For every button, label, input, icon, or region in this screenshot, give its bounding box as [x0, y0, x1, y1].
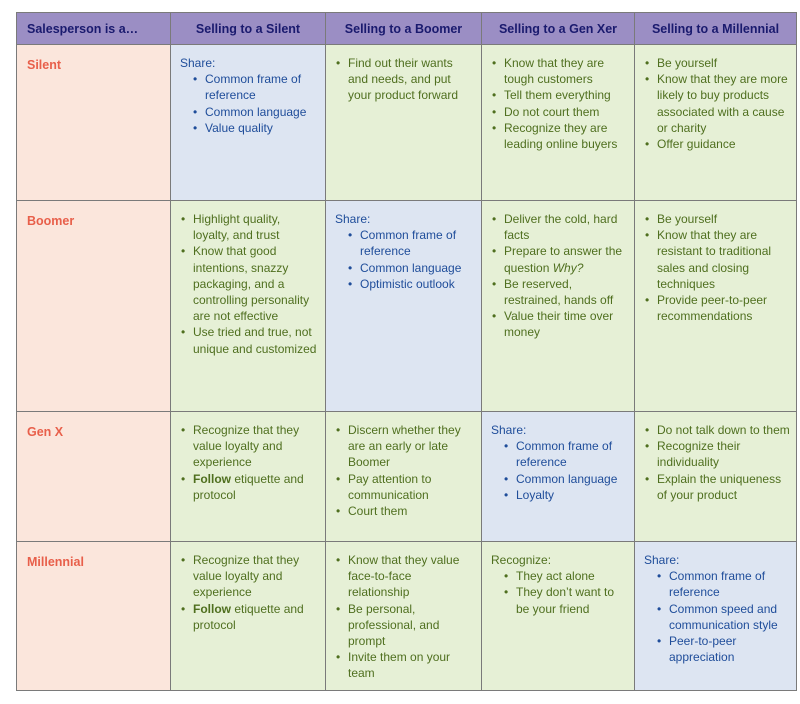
list-item: • Recognize that they value loyalty and experience: [180, 422, 319, 471]
list-item: • Court them: [335, 503, 475, 519]
cell-intro: Share:: [180, 56, 216, 70]
list-item: • Be reserved, restrained, hands off: [491, 276, 628, 308]
list-item: • Common frame of reference: [656, 568, 790, 600]
list-item: • Discern whether they are an early or late Boomer: [335, 422, 475, 471]
list-item: • Loyalty: [503, 487, 628, 503]
list-item: • Invite them on your team: [335, 649, 475, 681]
list-item: • Recognize they are leading online buyers: [491, 120, 628, 152]
list-item: • Know that they are resistant to traditional sales and closing techniques: [644, 227, 790, 292]
list-item: • Common language: [192, 104, 319, 120]
header-row: [17, 13, 797, 45]
list-item: • Follow etiquette and protocol: [180, 471, 319, 503]
cell-silent-boomer: [326, 45, 482, 201]
cell-genx-silent: [171, 412, 326, 542]
header-selling-to-millennial: Selling to a Millennial: [635, 13, 797, 45]
cell-millennial-millennial: [635, 542, 797, 691]
row-label-silent: Silent: [17, 45, 171, 201]
row-label-gen-x: Gen X: [17, 412, 171, 542]
list-item: • Prepare to answer the question Why?: [491, 243, 628, 275]
list-item: • Explain the uniqueness of your product: [644, 471, 790, 503]
cell-boomer-genx: [482, 201, 635, 412]
row-gen-x: [17, 412, 797, 542]
cell-boomer-boomer: [326, 201, 482, 412]
list-item: • They don’t want to be your friend: [503, 584, 628, 616]
cell-millennial-boomer: [326, 542, 482, 691]
cell-genx-boomer: [326, 412, 482, 542]
list-item: • Do not talk down to them: [644, 422, 790, 438]
cell-intro: Share:: [491, 423, 527, 437]
cell-intro: Share:: [335, 212, 371, 226]
cell-boomer-silent: [171, 201, 326, 412]
list-item: • Know that they value face-to-face relationship: [335, 552, 475, 601]
list-item: • Common language: [347, 260, 475, 276]
cell-genx-genx: [482, 412, 635, 542]
list-item: • Highlight quality, loyalty, and trust: [180, 211, 319, 243]
header-selling-to-silent: Selling to a Silent: [171, 13, 326, 45]
cell-boomer-millennial: [635, 201, 797, 412]
list-item: • Value quality: [192, 120, 319, 136]
list-item: • Pay attention to communication: [335, 471, 475, 503]
row-millennial: [17, 542, 797, 691]
cell-silent-silent: [171, 45, 326, 201]
row-label-millennial: Millennial: [17, 542, 171, 691]
list-item: • Offer guidance: [644, 136, 790, 152]
row-silent: [17, 45, 797, 201]
list-item: • Be yourself: [644, 55, 790, 71]
row-boomer: [17, 201, 797, 412]
list-item: • Be yourself: [644, 211, 790, 227]
list-item: • Recognize that they value loyalty and experience: [180, 552, 319, 601]
header-selling-to-boomer: Selling to a Boomer: [326, 13, 482, 45]
list-item: • Recognize their individuality: [644, 438, 790, 470]
cell-silent-genx: [482, 45, 635, 201]
list-item: • Provide peer-to-peer recommendations: [644, 292, 790, 324]
list-item: • Tell them everything: [491, 87, 628, 103]
cell-intro: Recognize:: [491, 553, 552, 567]
list-item: • Optimistic outlook: [347, 276, 475, 292]
cell-silent-millennial: [635, 45, 797, 201]
list-item: • Peer-to-peer appreciation: [656, 633, 790, 665]
list-item: • Value their time over money: [491, 308, 628, 340]
list-item: • Know that good intentions, snazzy packaging, and a controlling personality are not effective: [180, 243, 319, 324]
list-item: • They act alone: [503, 568, 628, 584]
generational-selling-table: [16, 12, 797, 691]
header-salesperson: Salesperson is a…: [17, 13, 171, 45]
list-item: • Find out their wants and needs, and put your product forward: [335, 55, 475, 104]
cell-genx-millennial: [635, 412, 797, 542]
list-item: • Be personal, professional, and prompt: [335, 601, 475, 650]
list-item: • Common frame of reference: [192, 71, 319, 103]
list-item: • Know that they are tough customers: [491, 55, 628, 87]
cell-intro: Share:: [644, 553, 680, 567]
list-item: • Common language: [503, 471, 628, 487]
header-selling-to-gen-xer: Selling to a Gen Xer: [482, 13, 635, 45]
list-item: • Common speed and communication style: [656, 601, 790, 633]
list-item: • Common frame of reference: [503, 438, 628, 470]
list-item: • Common frame of reference: [347, 227, 475, 259]
list-item: • Follow etiquette and protocol: [180, 601, 319, 633]
list-item: • Use tried and true, not unique and customized: [180, 324, 319, 356]
list-item: • Know that they are more likely to buy products associated with a cause or charity: [644, 71, 790, 136]
list-item: • Do not court them: [491, 104, 628, 120]
list-item: • Deliver the cold, hard facts: [491, 211, 628, 243]
cell-millennial-genx: [482, 542, 635, 691]
cell-millennial-silent: [171, 542, 326, 691]
row-label-boomer: Boomer: [17, 201, 171, 412]
